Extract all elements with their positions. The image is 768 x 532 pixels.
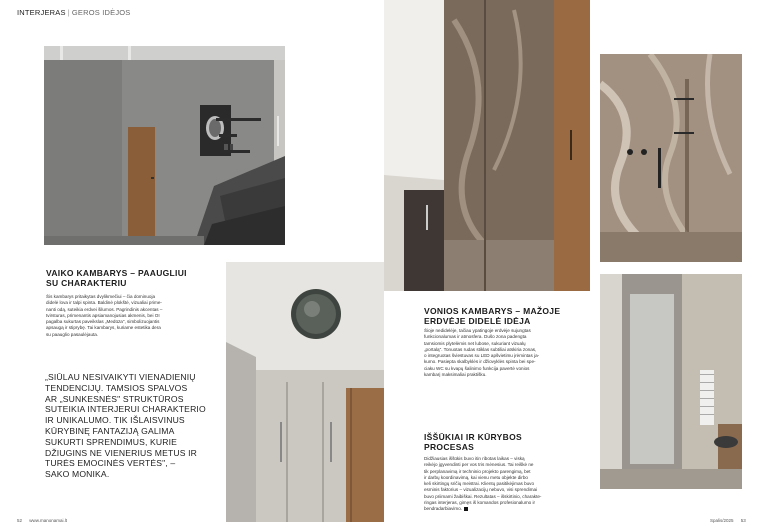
bathroom-heading: VONIOS KAMBARYS – MAŽOJE ERDVĖJE DIDELĖ IDĖJA <box>424 306 561 326</box>
site-url: www.manonamai.lt <box>29 518 68 523</box>
bedroom-photo <box>44 46 285 245</box>
challenges-body-text <box>424 456 599 513</box>
challenges-text: Didžiausias iššūkis buvo itin ribotas laikas – viską reikėjo įgyvendinti per vos tris mėnesius. Tai reiškė ne tik perplanavimą ir techninio projekto parengimą, bet ir darbų koordinavimą, kai vienu metu objekte dirbo keli skirtingų sričių meistrai. Klientų pasitikėjimas buvo esminis faktorius – vizualizacijų nebuvo, visi sprendimai buvo priimami žaibiškai. Rezultatas – išskirtinio, charakte- ringas interjeras, gimęs iš komandos profesionalumo ir bendradarbiavimo. <box>424 456 542 512</box>
left-page-number: 52 <box>17 518 23 523</box>
pull-quote: „SIŪLAU NESIVAIKYTI VIENADIENIŲ TENDENCIJŲ. TAMSIOS SPALVOS AR „SUNKESNĖS" STRUKTŪROS SUTEIKIA INTERJERUI CHARAKTERIO IR UNIKALUMO. TIK IŠLAISVINUS KŪRYBINĘ FANTAZIJĄ GALIMA SUKURTI SPRENDIMUS, KURIE DŽIUGINS NE VIENERIUS METUS IR TURĖS EMOCINĖS VERTĖS", – SAKO MONIKA. <box>45 372 206 480</box>
shower-photo <box>384 0 590 291</box>
article-end-mark <box>464 507 468 511</box>
bathroom-photo <box>600 274 742 489</box>
bedroom-body-text: Šis kambarys pritaikytas dvylikmečiui – čia dominuoja didelė lova ir talpi spinta. Baldinė plokštė, vizualiai prime- nanti odą, suteikia erdvei šilumos. Pagrindinis akcentas – tvirsturas, primenantis apsiamanojusias akmenis, bei OI pagalba sukurtas paveikslas „Medūza", simbolizuojantis apsaugą ir stiprybę. Tai kambarys, kuriame estetika dera su paauglio pasaulėjauta. <box>46 294 163 337</box>
challenges-heading: IŠŠŪKIAI IR KŪRYBOS PROCESAS <box>424 432 522 452</box>
right-page-number: 53 <box>740 518 746 523</box>
bathroom-body-text: Šioje nedidelėje, tačiau ypatingoje erdvėje sujungtas funkcionalumas ir atmosfera. Dušo zona padengta tamsiomis plytelėmis net lubose, sukuriant vizualų „portalą". Tonuotas rudas stiklas subtiliai atskiria zonas, o integruotas šviestuvas su LED apšvietimu įrėmintas ja- kumo. Pasiepta skalbyklės ir džiovyklės spinta bei spe- ciaku WC su kvapų šalinimo funkcija pavertė vonios kambarį maksimaliai praktišku. <box>424 328 540 378</box>
wardrobe-photo <box>226 262 384 522</box>
section-label: INTERJERAS <box>17 8 66 17</box>
section-tag <box>17 8 131 17</box>
section-separator: | <box>67 8 70 17</box>
subsection-label: GEROS IDĖJOS <box>71 8 131 17</box>
left-page-folio <box>17 518 67 523</box>
marble-shower-photo <box>600 54 742 262</box>
issue-date: Spalis/2025 <box>710 518 734 523</box>
right-page-folio <box>710 518 746 523</box>
bedroom-heading: VAIKO KAMBARYS – PAAUGLIUI SU CHARAKTERIU <box>46 268 187 288</box>
